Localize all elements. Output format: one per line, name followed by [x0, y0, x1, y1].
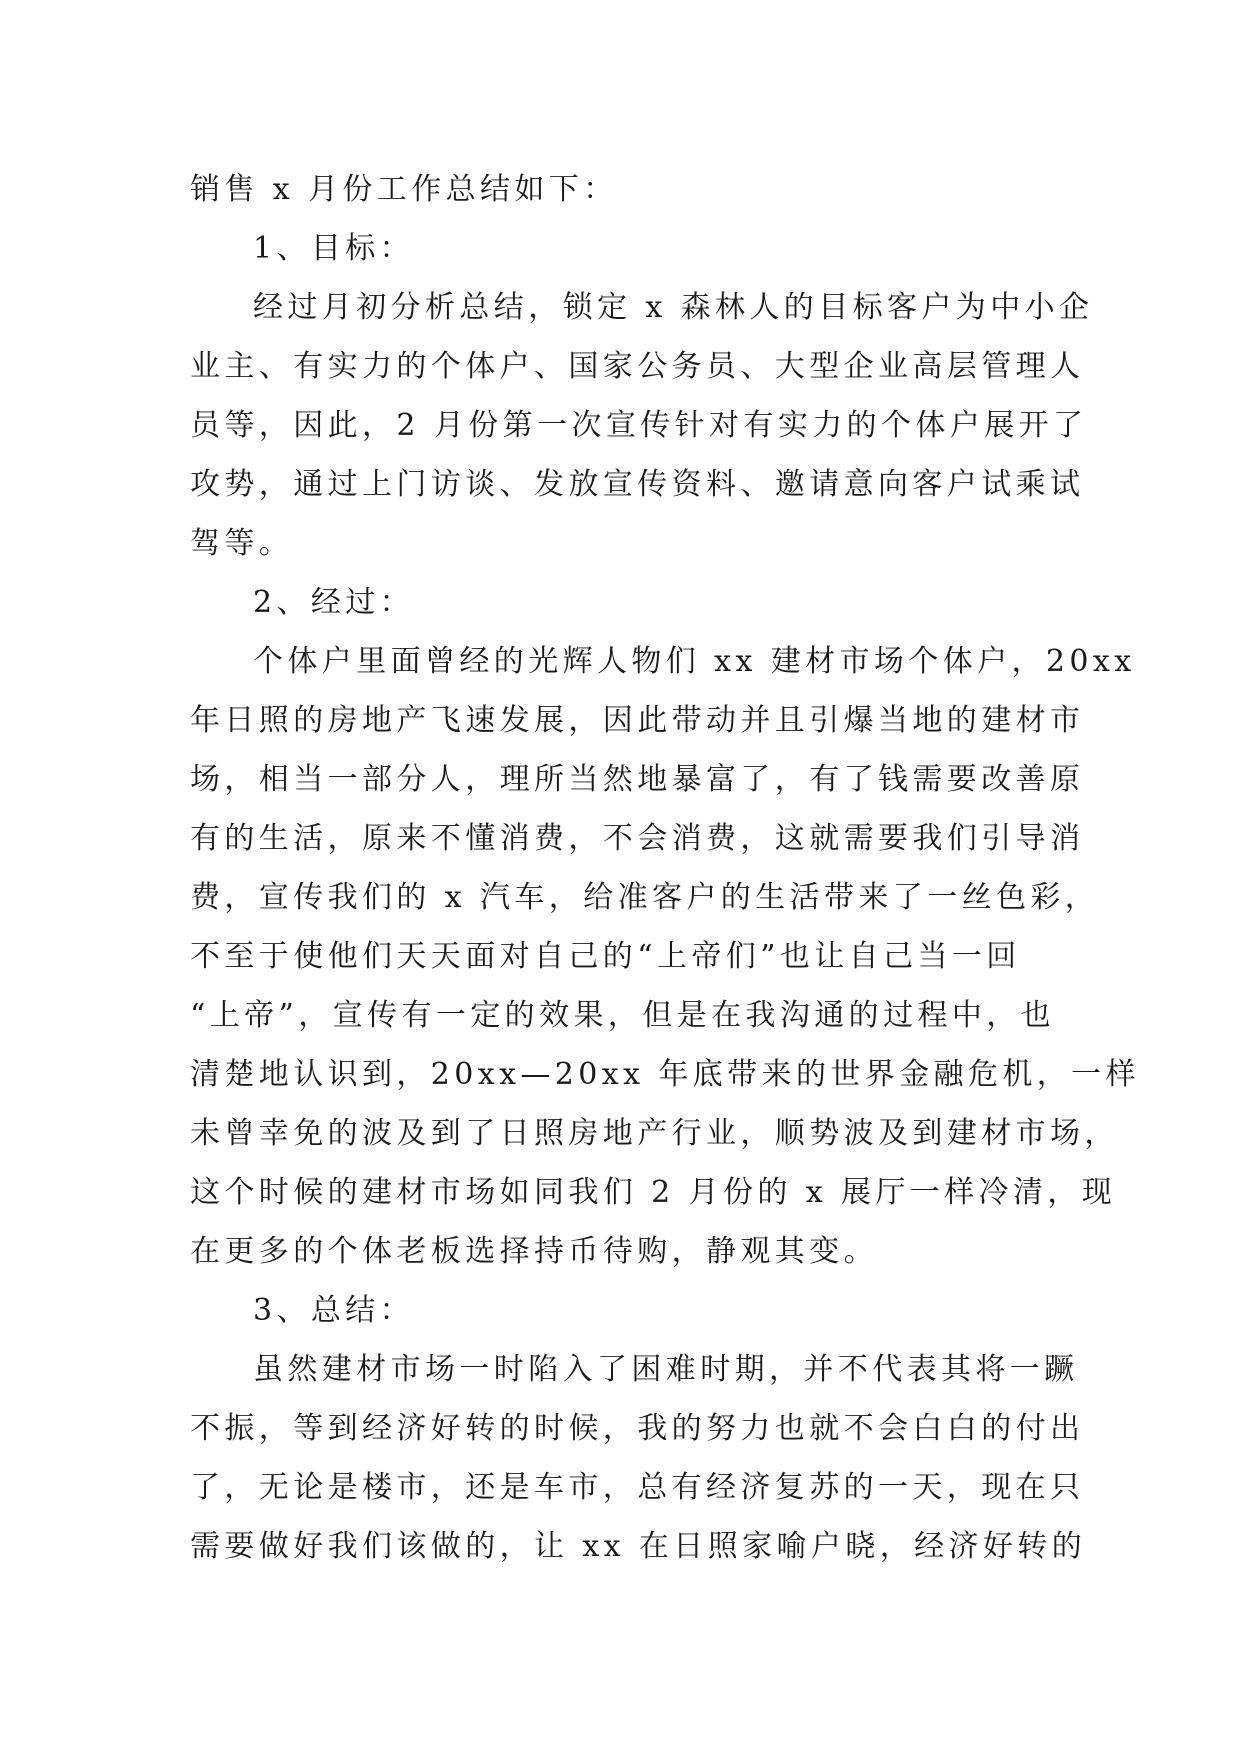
- text-line: 未曾幸免的波及到了日照房地产行业，顺势波及到建材市场，: [190, 1116, 1119, 1151]
- text-line: 场，相当一部分人，理所当然地暴富了，有了钱需要改善原: [190, 762, 1085, 797]
- text-line: 业主、有实力的个体户、国家公务员、大型企业高层管理人: [190, 349, 1085, 384]
- section-heading-process: 2、经过：: [253, 585, 415, 620]
- text-line: 有的生活，原来不懂消费，不会消费，这就需要我们引导消: [190, 821, 1085, 856]
- text-line: 销售 x 月份工作总结如下：: [190, 172, 618, 207]
- text-line: “上帝”，宣传有一定的效果，但是在我沟通的过程中，也: [190, 998, 1056, 1033]
- text-line: 不振，等到经济好转的时候，我的努力也就不会白白的付出: [190, 1411, 1085, 1446]
- text-line: 攻势，通过上门访谈、发放宣传资料、邀请意向客户试乘试: [190, 467, 1085, 502]
- text-line: 年日照的房地产飞速发展，因此带动并且引爆当地的建材市: [190, 703, 1085, 738]
- text-line: 驾等。: [190, 526, 294, 561]
- text-line: 不至于使他们天天面对自己的“上帝们”也让自己当一回: [190, 939, 1021, 974]
- document-body: [190, 160, 1140, 1576]
- text-line: 清楚地认识到，20xx—20xx 年底带来的世界金融危机，一样: [190, 1057, 1140, 1092]
- text-line: 虽然建材市场一时陷入了困难时期，并不代表其将一蹶: [253, 1352, 1079, 1387]
- text-line: 在更多的个体老板选择持币待购，静观其变。: [190, 1234, 878, 1269]
- text-line: 个体户里面曾经的光辉人物们 xx 建材市场个体户，20xx: [253, 644, 1136, 679]
- text-line: 费，宣传我们的 x 汽车，给准客户的生活带来了一丝色彩，: [190, 880, 1100, 915]
- section-heading-target: 1、目标：: [253, 231, 415, 266]
- text-line: 需要做好我们该做的，让 xx 在日照家喻户晓，经济好转的: [190, 1529, 1087, 1564]
- text-line: 这个时候的建材市场如同我们 2 月份的 x 展厅一样冷清，现: [190, 1175, 1117, 1210]
- section-heading-summary: 3、总结：: [253, 1293, 415, 1328]
- text-line: 了，无论是楼市，还是车市，总有经济复苏的一天，现在只: [190, 1470, 1085, 1505]
- text-line: 员等，因此，2 月份第一次宣传针对有实力的个体户展开了: [190, 408, 1088, 443]
- text-line: 经过月初分析总结，锁定 x 森林人的目标客户为中小企: [253, 290, 1094, 325]
